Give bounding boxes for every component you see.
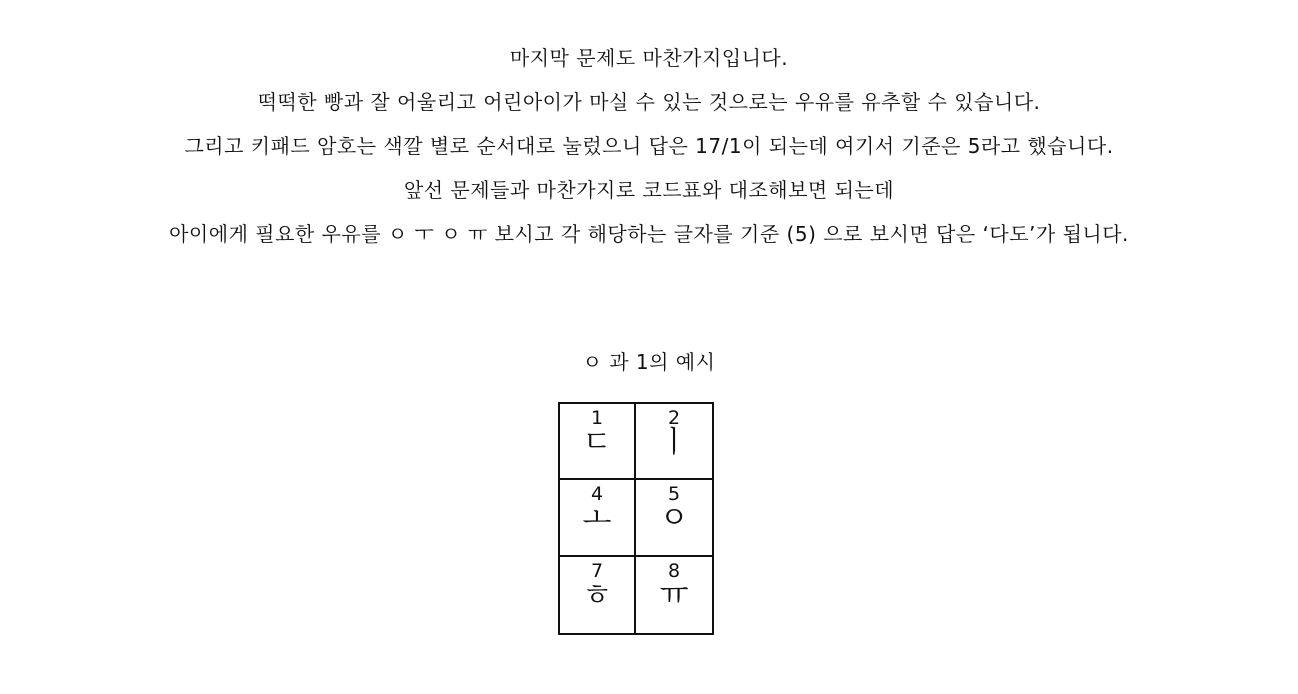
cell-letter: ㅗ [582, 501, 612, 537]
cell-letter: ㅠ [659, 577, 689, 613]
code-cell-1 [560, 404, 636, 480]
text-line-3: 그리고 키패드 암호는 색깔 별로 순서대로 눌렀으니 답은 17/1이 되는데 여기서 기준은 5라고 했습니다. [184, 134, 1114, 158]
code-cell-5 [636, 480, 712, 556]
cell-number: 2 [667, 407, 681, 429]
cell-number: 5 [667, 483, 681, 506]
explanation-text [0, 36, 1298, 256]
text-line-5: 아이에게 필요한 우유를 ㅇ ㅜ ㅇ ㅠ 보시고 각 해당하는 글자를 기준 (5) 으로 보시면 답은 ‘다도’가 됩니다. [169, 222, 1129, 246]
cell-number: 4 [590, 483, 604, 506]
code-cell-7 [560, 557, 636, 633]
code-cell-4 [560, 480, 636, 556]
text-line-4: 앞선 문제들과 마찬가지로 코드표와 대조해보면 되는데 [403, 178, 895, 202]
cell-number: 1 [590, 407, 604, 429]
code-cell-8 [636, 557, 712, 633]
cell-number: 8 [667, 559, 681, 582]
cell-letter: ㅎ [582, 577, 612, 613]
code-table [558, 402, 714, 635]
cell-letter: ㄷ [582, 425, 612, 460]
cell-letter: ㅣ [659, 425, 689, 460]
code-cell-2 [636, 404, 712, 480]
cell-letter: ㅇ [659, 501, 689, 537]
text-line-2: 떡떡한 빵과 잘 어울리고 어린아이가 마실 수 있는 것으로는 우유를 유추할 수 있습니다. [257, 90, 1041, 114]
cell-number: 7 [590, 559, 604, 582]
example-caption: ㅇ 과 1의 예시 [582, 350, 716, 374]
text-line-1: 마지막 문제도 마찬가지입니다. [509, 46, 789, 70]
